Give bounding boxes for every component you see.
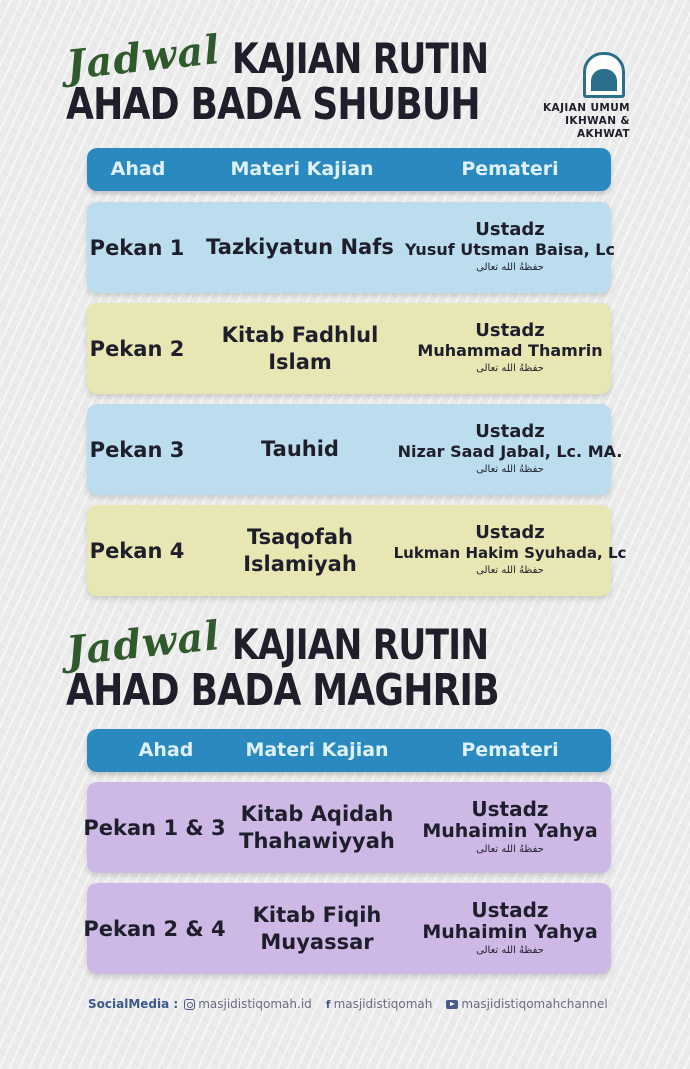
logo-caption-line1: KAJIAN UMUM <box>543 102 630 114</box>
speaker-honorific: حفظهُ الله تعالى <box>476 564 544 576</box>
section2-table-header <box>87 729 611 772</box>
topic-line1: Kitab Fiqih <box>252 902 382 927</box>
row-speaker <box>405 782 615 873</box>
schedule-row <box>83 782 611 873</box>
speaker-honorific: حفظهُ الله تعالى <box>476 261 544 273</box>
section1-title-line2: AHAD BADA SHUBUH <box>66 79 480 130</box>
facebook-handle: masjidistiqomah <box>333 997 433 1011</box>
row-topic: Tauhid <box>261 437 339 461</box>
row-topic: Kitab Fadhlul Islam <box>221 322 379 374</box>
speaker-name: Muhaimin Yahya <box>422 819 598 842</box>
speaker-name: Muhaimin Yahya <box>422 920 598 943</box>
row-week: Pekan 2 & 4 <box>83 916 226 941</box>
youtube-link[interactable] <box>446 997 607 1011</box>
section2-title <box>64 612 594 716</box>
row-week: Pekan 2 <box>89 336 185 361</box>
row-week: Pekan 3 <box>89 437 185 462</box>
speaker-name: Yusuf Utsman Baisa, Lc <box>405 239 615 259</box>
header-ahad: Ahad <box>110 158 166 180</box>
row-speaker <box>405 303 615 394</box>
section1-script-word: Jadwal <box>64 26 223 89</box>
row-topic <box>212 782 422 873</box>
youtube-icon <box>446 1000 458 1009</box>
topic-line2: Thahawiyyah <box>239 828 395 853</box>
speaker-title: Ustadz <box>475 218 545 240</box>
schedule-row <box>87 505 627 596</box>
facebook-link[interactable] <box>326 997 433 1011</box>
speaker-title: Ustadz <box>475 319 545 341</box>
section2-title-line2: AHAD BADA MAGHRIB <box>66 665 499 716</box>
speaker-honorific: حفظهُ الله تعالى <box>476 362 544 374</box>
row-speaker <box>397 404 623 495</box>
row-speaker <box>405 202 615 293</box>
section2-script-word: Jadwal <box>64 612 223 675</box>
logo-caption <box>540 102 630 141</box>
speaker-title: Ustadz <box>471 897 549 922</box>
speaker-name: Lukman Hakim Syuhada, Lc <box>393 543 627 562</box>
section1-title-line1: KAJIAN RUTIN <box>232 34 489 83</box>
speaker-honorific: حفظهُ الله تعالى <box>476 944 544 956</box>
row-week: Pekan 1 & 3 <box>83 815 226 840</box>
row-topic <box>212 883 422 974</box>
section1-title <box>64 26 571 130</box>
row-speaker <box>405 883 615 974</box>
speaker-honorific: حفظهُ الله تعالى <box>476 463 544 475</box>
speaker-name: Muhammad Thamrin <box>417 340 603 360</box>
row-speaker <box>393 505 627 596</box>
schedule-row <box>87 202 615 293</box>
speaker-name: Nizar Saad Jabal, Lc. MA. <box>397 441 623 461</box>
topic-line2: Muyassar <box>260 929 374 954</box>
row-week: Pekan 4 <box>89 538 185 563</box>
schedule-row <box>87 404 623 495</box>
header-pemateri: Pemateri <box>461 739 559 761</box>
row-topic: Tazkiyatun Nafs <box>206 235 394 259</box>
instagram-icon <box>184 999 195 1010</box>
instagram-link[interactable] <box>184 997 312 1011</box>
header-materi: Materi Kajian <box>230 158 374 180</box>
social-media-label: SocialMedia : <box>88 997 179 1011</box>
header-materi: Materi Kajian <box>245 739 389 761</box>
section1-table-header <box>87 148 611 191</box>
speaker-honorific: حفظهُ الله تعالى <box>476 843 544 855</box>
mosque-logo-icon <box>583 52 625 98</box>
youtube-handle: masjidistiqomahchannel <box>461 997 608 1011</box>
speaker-title: Ustadz <box>475 521 545 543</box>
social-media-footer <box>88 997 622 1011</box>
header-ahad: Ahad <box>138 739 194 761</box>
logo-caption-line2: IKHWAN & AKHWAT <box>565 115 630 140</box>
schedule-row <box>87 303 611 394</box>
header-pemateri: Pemateri <box>461 158 559 180</box>
instagram-handle: masjidistiqomah.id <box>198 997 312 1011</box>
row-topic: Tsaqofah Islamiyah <box>243 524 357 576</box>
facebook-icon: f <box>325 997 331 1011</box>
topic-line1: Kitab Aqidah <box>240 801 394 826</box>
section2-title-line1: KAJIAN RUTIN <box>232 620 489 669</box>
schedule-row <box>83 883 611 974</box>
speaker-title: Ustadz <box>471 796 549 821</box>
speaker-title: Ustadz <box>475 420 545 442</box>
row-week: Pekan 1 <box>89 235 185 260</box>
